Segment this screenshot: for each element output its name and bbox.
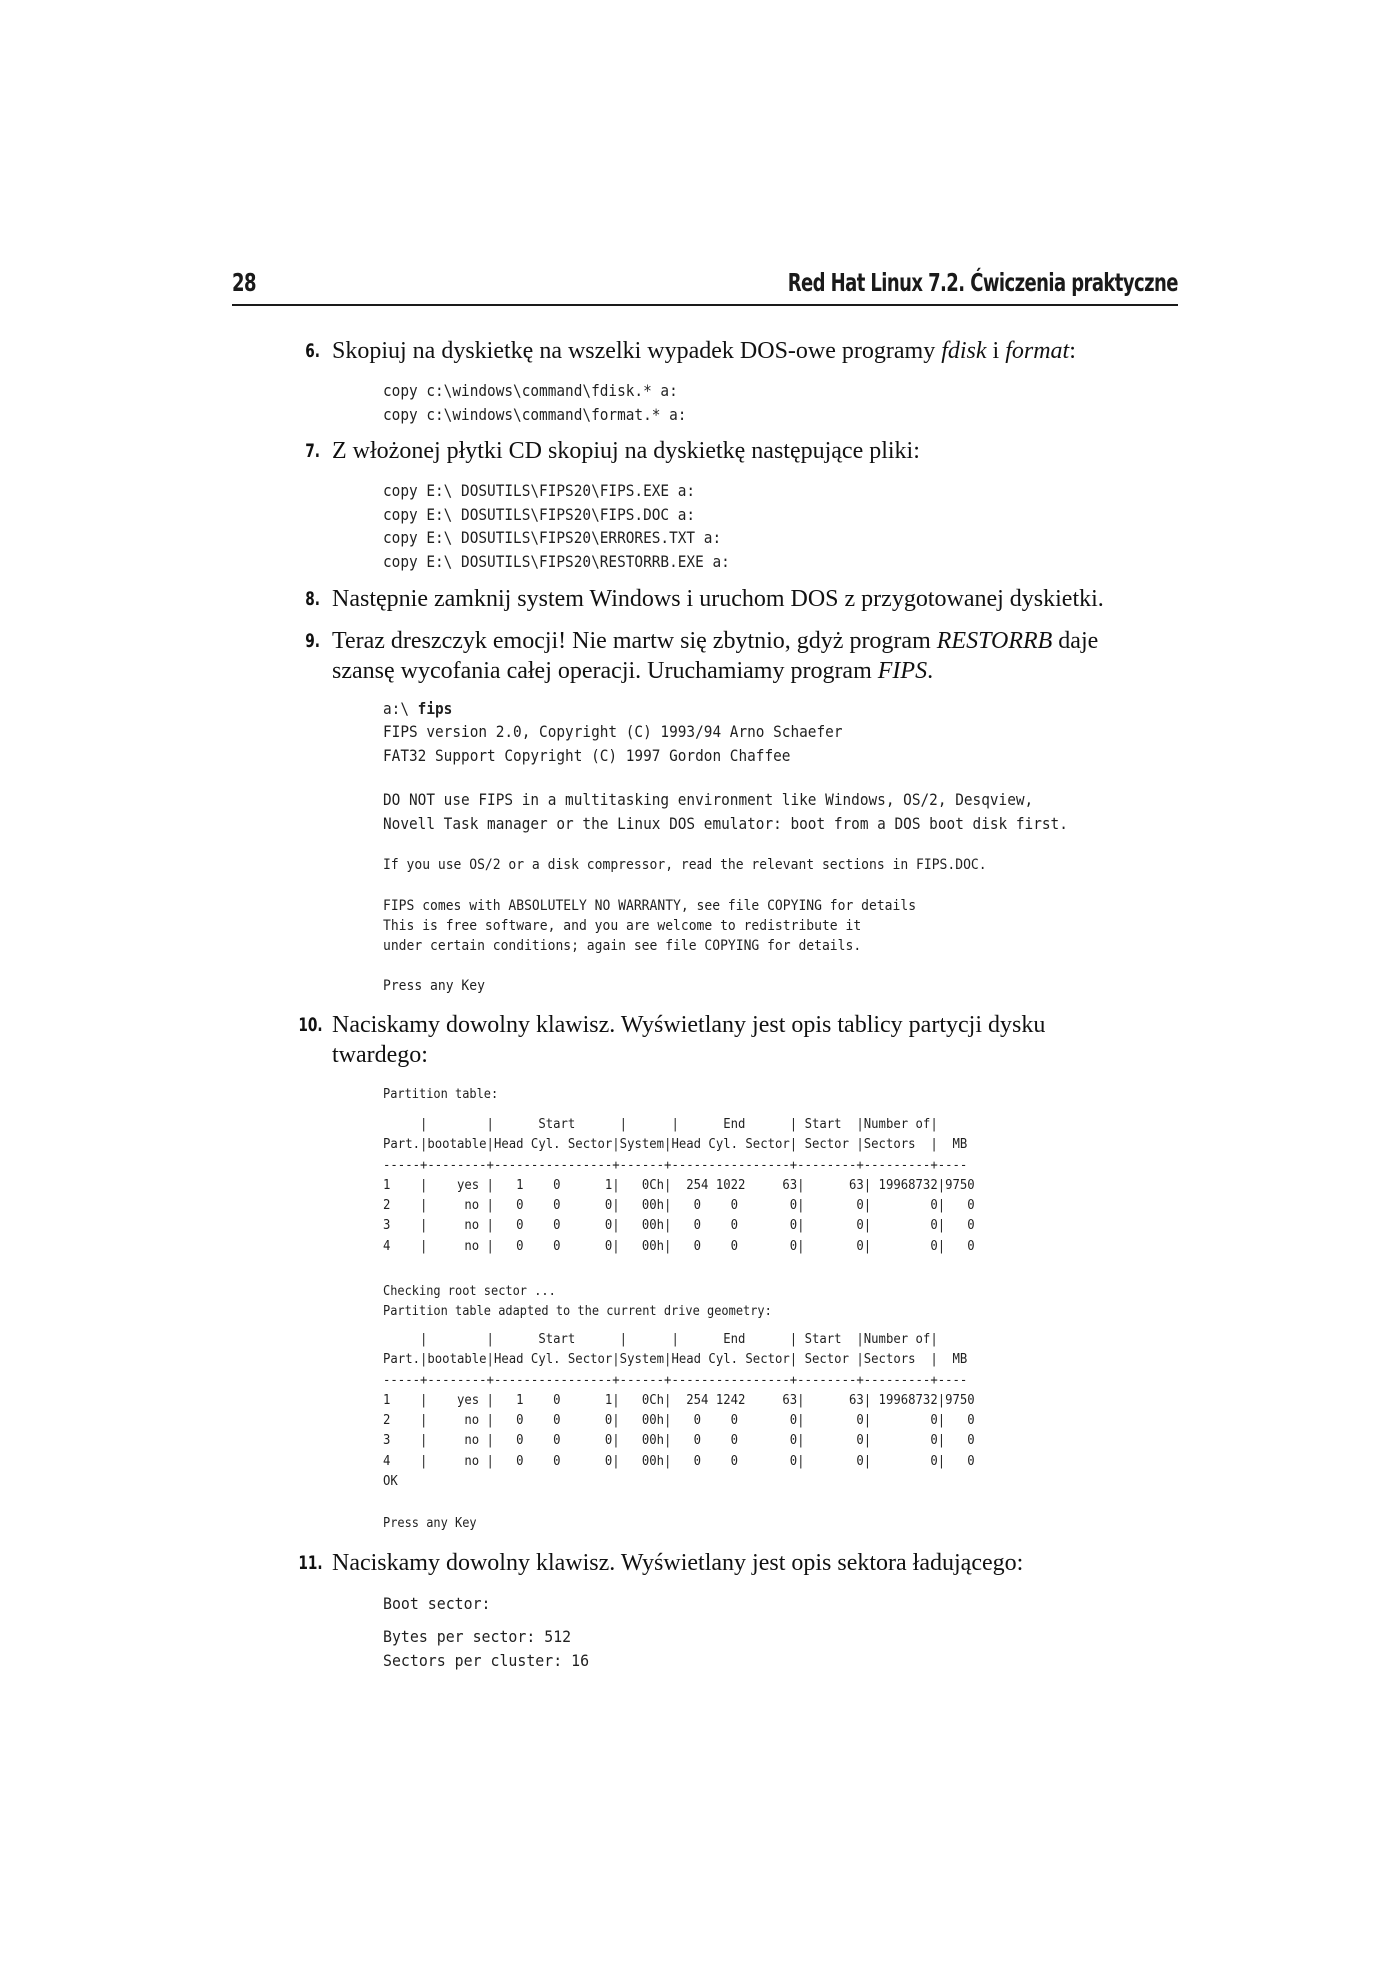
program-name: fdisk (941, 338, 987, 364)
dos-prompt: a:\ (383, 699, 418, 718)
step-text: Teraz dreszczyk emocji! Nie martw się zbytnio, gdyż program RESTORRB daje szansę wycofania całej operacji. Uruchamiamy program FIPS. (332, 628, 1099, 684)
step-text: Naciskamy dowolny klawisz. Wyświetlany jest opis sektora ładującego: (332, 1550, 1024, 1576)
code-warranty: FIPS comes with ABSOLUTELY NO WARRANTY, see file COPYING for details This is free software, and you are welcome to redistribute it under certain conditions; again see file COPYING for details. (383, 898, 917, 954)
code-copy-fips-files: copy E:\ DOSUTILS\FIPS20\FIPS.EXE a: copy E:\ DOSUTILS\FIPS20\FIPS.DOC a: copy E:\ DOSUTILS\FIPS20\ERRORES.TXT a: copy E:\ DOSUTILS\FIPS20\RESTORRB.EXE a: (383, 481, 730, 571)
header-rule (232, 304, 1178, 306)
step-number: 9. (305, 630, 320, 652)
code-press-any-key: Press any Key (383, 978, 485, 994)
code-partition-table-label: Partition table: (383, 1087, 499, 1102)
code-fips-banner: FIPS version 2.0, Copyright (C) 1993/94 Arno Schaefer FAT32 Support Copyright (C) 1997 Gordon Chaffee (383, 722, 843, 765)
step-number: 11. (298, 1552, 323, 1574)
code-partition-table-adapted: | | Start | | End | Start |Number of| Part.|bootable|Head Cyl. Sector|System|Head Cyl. Sector| Sector |Sectors | MB -----+--------+----------------+------+----------------+--------+---------+---- 1 | yes | 1 0 1| 0Ch| 254 1242 63| 63| 19968732|9750 2 | no | 0 0 0| 00h| 0 0 0| 0| 0| 0 3 | no | 0 0 0| 00h| 0 0 0| 0| 0| 0 4 | no | 0 0 0| 00h| 0 0 0| 0| 0| 0 OK (383, 1332, 975, 1490)
code-partition-table-original: | | Start | | End | Start |Number of| Part.|bootable|Head Cyl. Sector|System|Head Cyl. Sector| Sector |Sectors | MB -----+--------+----------------+------+----------------+--------+---------+---- 1 | yes | 1 0 1| 0Ch| 254 1022 63| 63| 19968732|9750 2 | no | 0 0 0| 00h| 0 0 0| 0| 0| 0 3 | no | 0 0 0| 00h| 0 0 0| 0| 0| 0 4 | no | 0 0 0| 00h| 0 0 0| 0| 0| 0 (383, 1117, 975, 1254)
fips-command: fips (417, 699, 453, 718)
step-10 (298, 1010, 1127, 1070)
program-name: format (1005, 338, 1070, 364)
code-copy-fdisk-format: copy c:\windows\command\fdisk.* a: copy c:\windows\command\format.* a: (383, 381, 687, 424)
code-press-any-key: Press any Key (383, 1516, 477, 1531)
step-number: 7. (305, 440, 320, 462)
running-title: Red Hat Linux 7.2. Ćwiczenia praktyczne (787, 268, 1178, 297)
step-7 (305, 436, 1127, 466)
step-8 (305, 584, 1127, 614)
step-number: 10. (298, 1014, 323, 1036)
code-fips-command (383, 697, 452, 721)
step-number: 6. (305, 340, 320, 362)
code-boot-sector-label: Boot sector: (383, 1594, 491, 1613)
step-text: Następnie zamknij system Windows i uruchom DOS z przygotowanej dyskietki. (332, 586, 1104, 612)
page-header (232, 268, 1178, 308)
program-name: RESTORRB (936, 628, 1053, 654)
step-text: Naciskamy dowolny klawisz. Wyświetlany jest opis tablicy partycji dysku twardego: (332, 1012, 1046, 1068)
code-boot-sector-values: Bytes per sector: 512 Sectors per cluster: 16 (383, 1627, 590, 1670)
step-text: Skopiuj na dyskietkę na wszelki wypadek DOS-owe programy fdisk i format: (332, 338, 1076, 364)
step-number: 8. (305, 588, 320, 610)
step-9 (305, 626, 1127, 686)
code-os2-note: If you use OS/2 or a disk compressor, read the relevant sections in FIPS.DOC. (383, 857, 987, 873)
page-number: 28 (232, 268, 256, 297)
code-do-not-use-warning: DO NOT use FIPS in a multitasking environment like Windows, OS/2, Desqview, Novell Task manager or the Linux DOS emulator: boot from a DOS boot disk first. (383, 790, 1068, 833)
code-checking-root-sector: Checking root sector ... Partition table adapted to the current drive geometry: (383, 1284, 772, 1319)
step-11 (298, 1548, 1127, 1578)
step-6 (305, 336, 1127, 366)
step-text: Z włożonej płytki CD skopiuj na dyskietkę następujące pliki: (332, 438, 920, 464)
program-name: FIPS (877, 658, 928, 684)
